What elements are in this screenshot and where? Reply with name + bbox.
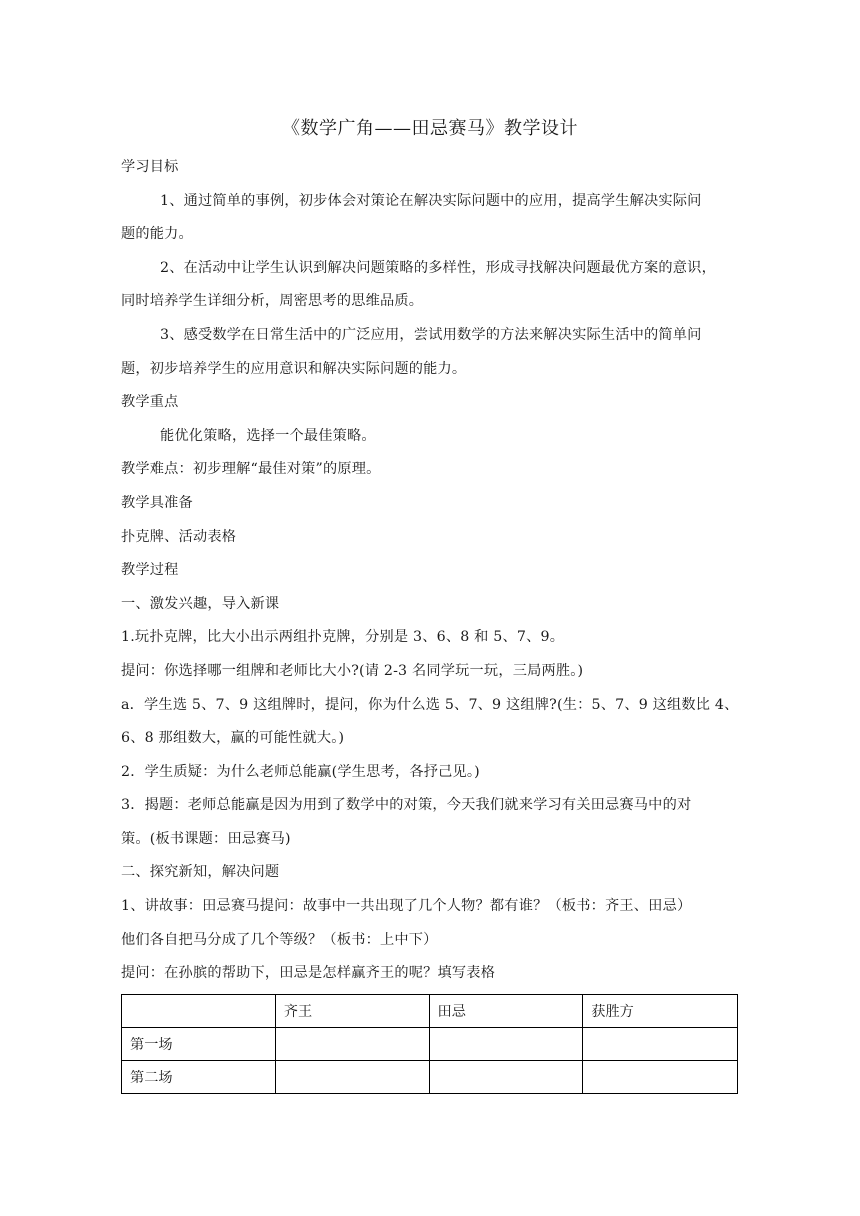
body-line: 教学过程 (121, 562, 179, 579)
document-title: 《数学广角——田忌赛马》教学设计 (282, 118, 578, 139)
body-line: 扑克牌、活动表格 (121, 528, 237, 545)
table-header-cell: 田忌 (429, 995, 583, 1028)
body-line: 题，初步培养学生的应用意识和解决实际问题的能力。 (121, 360, 467, 377)
body-line: 教学具准备 (121, 494, 193, 511)
table-cell (275, 1061, 429, 1094)
table-header-row (122, 995, 738, 1028)
body-line: 题的能力。 (121, 226, 193, 243)
body-line: 教学重点 (121, 394, 179, 411)
table-cell: 第二场 (122, 1061, 276, 1094)
body-line: 能优化策略，选择一个最佳策略。 (160, 427, 376, 444)
body-line: 1.玩扑克牌，比大小出示两组扑克牌，分别是 3、6、8 和 5、7、9。 (121, 629, 565, 646)
body-line: 教学难点：初步理解“最佳对策”的原理。 (121, 461, 381, 478)
body-line: 2、在活动中让学生认识到解决问题策略的多样性，形成寻找解决问题最优方案的意识， (160, 259, 716, 276)
body-line: 1、讲故事：田忌赛马提问：故事中一共出现了几个人物？都有谁？（板书：齐王、田忌） (121, 898, 692, 915)
table-row (122, 1028, 738, 1061)
body-line: 提问：你选择哪一组牌和老师比大小?(请 2-3 名同学玩一玩，三局两胜。) (121, 662, 584, 679)
body-line: 同时培养学生详细分析，周密思考的思维品质。 (121, 293, 424, 310)
table-header-cell (122, 995, 276, 1028)
body-line: 3．揭题：老师总能赢是因为用到了数学中的对策，今天我们就来学习有关田忌赛马中的对 (121, 797, 692, 814)
body-line: 3、感受数学在日常生活中的广泛应用，尝试用数学的方法来解决实际生活中的简单问 (160, 326, 702, 343)
body-line: 6、8 那组数大，赢的可能性就大。) (121, 730, 345, 747)
table-cell (275, 1028, 429, 1061)
body-line: 提问：在孙膑的帮助下，田忌是怎样赢齐王的呢？填写表格 (121, 965, 496, 982)
table-row (122, 1061, 738, 1094)
body-line: 他们各自把马分成了几个等级？（板书：上中下） (121, 931, 438, 948)
body-line: a．学生选 5、7、9 这组牌时，提问，你为什么选 5、7、9 这组牌?(生：5、7、9 这组数比 4、 (121, 696, 739, 713)
table-cell: 第一场 (122, 1028, 276, 1061)
table-cell (429, 1061, 583, 1094)
body-line: 学习目标 (121, 159, 179, 175)
body-line: 2．学生质疑：为什么老师总能赢(学生思考，各抒己见。) (121, 763, 480, 780)
table-cell (583, 1028, 738, 1061)
body-line: 二、探究新知，解决问题 (121, 864, 280, 881)
body-line: 1、通过简单的事例，初步体会对策论在解决实际问题中的应用，提高学生解决实际问 (160, 192, 702, 209)
body-line: 策。(板书课题：田忌赛马) (121, 830, 291, 847)
race-results-table-wrap (121, 994, 738, 1094)
table-cell (429, 1028, 583, 1061)
table-cell (583, 1061, 738, 1094)
table-header-cell: 获胜方 (583, 995, 738, 1028)
table-header-cell: 齐王 (275, 995, 429, 1028)
body-line: 一、激发兴趣，导入新课 (121, 595, 280, 612)
document-body (121, 151, 739, 991)
race-results-table (121, 994, 738, 1094)
